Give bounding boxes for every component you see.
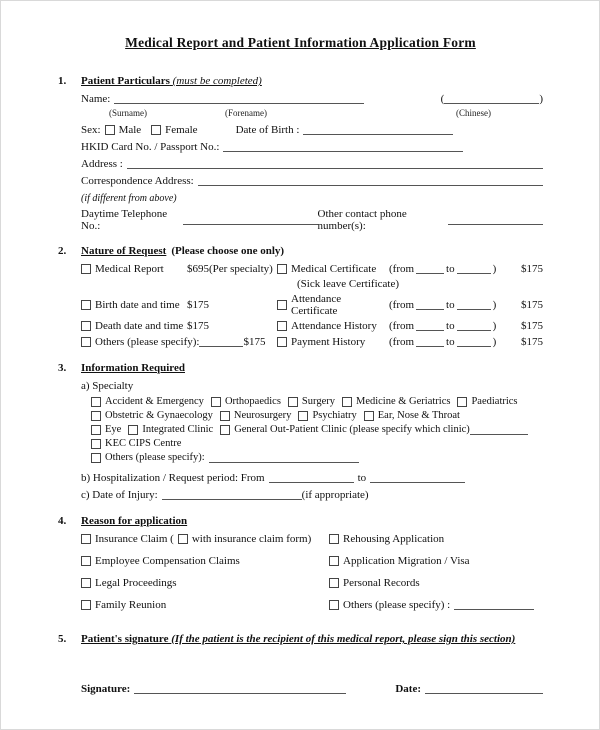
request-left-group bbox=[81, 299, 277, 311]
from-to-range bbox=[389, 263, 496, 275]
specialty-others-label: Others (please specify): bbox=[105, 452, 205, 463]
medical-report-price: $695(Per specialty) bbox=[187, 263, 273, 275]
section-number: 4. bbox=[58, 515, 67, 527]
medicine-geriatrics-label: Medicine & Geriatrics bbox=[355, 396, 451, 407]
reason-row bbox=[81, 554, 329, 568]
from-to-range bbox=[389, 299, 496, 311]
specialty-option bbox=[364, 410, 460, 421]
request-row bbox=[81, 293, 543, 317]
hkid-label: HKID Card No. / Passport No.: bbox=[81, 141, 220, 153]
kec-cips-centre-checkbox[interactable] bbox=[91, 439, 101, 449]
section-heading-row bbox=[58, 75, 543, 87]
form-title: Medical Report and Patient Information Application Form bbox=[125, 35, 476, 50]
legal-proceedings-label: Legal Proceedings bbox=[95, 577, 177, 589]
date-of-injury-row bbox=[81, 488, 543, 502]
legal-proceedings-checkbox[interactable] bbox=[81, 578, 91, 588]
signature-label: Signature: bbox=[81, 683, 131, 695]
attendance-history-from-field[interactable] bbox=[416, 321, 444, 331]
medical-report-label: Medical Report bbox=[95, 263, 164, 275]
daytime-phone-field[interactable] bbox=[183, 215, 318, 225]
birth-date-time-label: Birth date and time bbox=[95, 299, 180, 311]
request-others-label: Others (please specify): bbox=[95, 336, 200, 348]
date-of-injury-field[interactable] bbox=[162, 490, 302, 500]
request-others-checkbox[interactable] bbox=[81, 337, 91, 347]
specialty-option bbox=[91, 452, 359, 463]
medical-certificate-from-field[interactable] bbox=[416, 264, 444, 274]
section-heading bbox=[81, 633, 515, 645]
section-information-required bbox=[58, 362, 543, 502]
eye-label: Eye bbox=[105, 424, 122, 435]
male-checkbox[interactable] bbox=[105, 125, 115, 135]
specialty-others-checkbox[interactable] bbox=[91, 453, 101, 463]
from-to-range bbox=[389, 320, 496, 332]
request-row bbox=[81, 262, 543, 276]
medical-report-checkbox[interactable] bbox=[81, 264, 91, 274]
kec-cips-centre-label: KEC CIPS Centre bbox=[105, 438, 182, 449]
rehousing-application-checkbox[interactable] bbox=[329, 534, 339, 544]
section-patient-particulars bbox=[58, 75, 543, 232]
address-field[interactable] bbox=[127, 159, 543, 169]
obstetric-gynaecology-label: Obstetric & Gynaecology bbox=[105, 410, 213, 421]
address-label: Address : bbox=[81, 158, 123, 170]
section-heading-note: (Please choose one only) bbox=[171, 245, 285, 257]
orthopaedics-label: Orthopaedics bbox=[224, 396, 281, 407]
section-patient-signature bbox=[58, 633, 543, 695]
insurance-claim-checkbox[interactable] bbox=[81, 534, 91, 544]
reason-row bbox=[329, 576, 543, 590]
hkid-row bbox=[81, 140, 543, 154]
ear-nose-throat-label: Ear, Nose & Throat bbox=[377, 410, 460, 421]
integrated-clinic-label: Integrated Clinic bbox=[142, 424, 214, 435]
section-heading bbox=[81, 362, 185, 374]
section-heading bbox=[81, 75, 262, 87]
specialty-option bbox=[288, 396, 335, 407]
other-contact-label: Other contact phone number(s): bbox=[317, 208, 407, 232]
female-checkbox[interactable] bbox=[151, 125, 161, 135]
request-left-group bbox=[81, 336, 277, 348]
integrated-clinic-checkbox[interactable] bbox=[128, 425, 138, 435]
close-paren: ) bbox=[539, 93, 543, 105]
birth-date-time-price: $175 bbox=[187, 299, 209, 311]
section-heading-text: Patient's signature bbox=[81, 633, 169, 645]
name-field[interactable] bbox=[114, 94, 364, 104]
specialty-option bbox=[91, 438, 181, 449]
with-claim-form-checkbox[interactable] bbox=[178, 534, 188, 544]
accident-emergency-checkbox[interactable] bbox=[91, 397, 101, 407]
payment-history-checkbox[interactable] bbox=[277, 337, 287, 347]
request-row bbox=[81, 319, 543, 333]
specialty-option bbox=[91, 410, 213, 421]
medical-certificate-to-field[interactable] bbox=[457, 264, 491, 274]
attendance-certificate-from-field[interactable] bbox=[416, 300, 444, 310]
attendance-history-checkbox[interactable] bbox=[277, 321, 287, 331]
section-reason-for-application bbox=[58, 515, 543, 620]
date-of-injury-label: c) Date of Injury: bbox=[81, 489, 158, 501]
death-date-time-checkbox[interactable] bbox=[81, 321, 91, 331]
chinese-name-field[interactable] bbox=[444, 94, 539, 104]
reason-right-column bbox=[329, 532, 543, 620]
hospitalization-to-field[interactable] bbox=[370, 473, 465, 483]
name-label: Name: bbox=[81, 93, 111, 105]
family-reunion-checkbox[interactable] bbox=[81, 600, 91, 610]
to-label: to bbox=[446, 320, 455, 332]
reason-row bbox=[81, 576, 329, 590]
signature-row bbox=[81, 683, 543, 695]
to-label: to bbox=[446, 336, 455, 348]
specialty-row bbox=[81, 452, 543, 463]
reason-row bbox=[81, 598, 329, 612]
reason-columns bbox=[81, 532, 543, 620]
payment-history-label: Payment History bbox=[291, 336, 366, 348]
clinic-specify-field[interactable] bbox=[470, 425, 528, 435]
payment-history-from-field[interactable] bbox=[416, 337, 444, 347]
from-label: (from bbox=[389, 320, 415, 332]
reason-row bbox=[329, 532, 543, 546]
open-paren: ( bbox=[440, 93, 445, 105]
hkid-field[interactable] bbox=[223, 142, 463, 152]
to-label: to bbox=[446, 263, 455, 275]
application-migration-visa-label: Application Migration / Visa bbox=[343, 555, 470, 567]
name-sublabels-row bbox=[81, 108, 543, 118]
correspondence-address-label: Correspondence Address: bbox=[81, 175, 194, 187]
daytime-phone-label: Daytime Telephone No.: bbox=[81, 208, 168, 232]
surgery-label: Surgery bbox=[301, 396, 335, 407]
neurosurgery-label: Neurosurgery bbox=[233, 410, 292, 421]
correspondence-address-field[interactable] bbox=[198, 176, 543, 186]
section-heading-text: Reason for application bbox=[81, 515, 188, 527]
specialty-row bbox=[81, 424, 543, 435]
request-row bbox=[81, 335, 543, 349]
correspondence-note: (if different from above) bbox=[81, 192, 177, 204]
birth-date-time-checkbox[interactable] bbox=[81, 300, 91, 310]
death-date-time-label: Death date and time bbox=[95, 320, 184, 332]
request-left-group bbox=[81, 320, 277, 332]
medical-certificate-price: $175 bbox=[521, 263, 543, 275]
male-label: Male bbox=[118, 124, 142, 136]
phone-row bbox=[81, 208, 543, 232]
medicine-geriatrics-checkbox[interactable] bbox=[342, 397, 352, 407]
section-heading-note: (must be completed) bbox=[172, 75, 262, 87]
request-left-group bbox=[81, 263, 277, 275]
sex-dob-row bbox=[81, 123, 543, 137]
specialty-option bbox=[220, 424, 528, 435]
general-out-patient-clinic-checkbox[interactable] bbox=[220, 425, 230, 435]
other-contact-field[interactable] bbox=[448, 215, 543, 225]
surname-label: (Surname) bbox=[109, 108, 147, 118]
reason-others-field[interactable] bbox=[454, 600, 534, 610]
specialty-option bbox=[91, 424, 121, 435]
medical-certificate-label: Medical Certificate bbox=[291, 263, 377, 275]
specialty-option bbox=[342, 396, 450, 407]
rehousing-application-label: Rehousing Application bbox=[343, 533, 445, 545]
death-date-time-price: $175 bbox=[187, 320, 209, 332]
employee-compensation-checkbox[interactable] bbox=[81, 556, 91, 566]
section-number: 5. bbox=[58, 633, 67, 645]
specialty-label-row bbox=[81, 379, 543, 393]
general-out-patient-clinic-label: General Out-Patient Clinic (please specify which clinic) bbox=[234, 424, 470, 435]
from-label: (from bbox=[389, 336, 415, 348]
application-migration-visa-checkbox[interactable] bbox=[329, 556, 339, 566]
obstetric-gynaecology-checkbox[interactable] bbox=[91, 411, 101, 421]
specialty-row bbox=[81, 410, 543, 421]
specialty-option bbox=[457, 396, 517, 407]
request-others-price: $175 bbox=[243, 336, 266, 348]
close-paren: ) bbox=[492, 263, 497, 275]
female-label: Female bbox=[165, 124, 198, 136]
specialty-others-field[interactable] bbox=[209, 453, 359, 463]
correspondence-address-row bbox=[81, 174, 543, 188]
reason-others-label: Others (please specify) : bbox=[343, 599, 451, 611]
section-heading-note: (If the patient is the recipient of this medical report, please sign this section) bbox=[171, 633, 516, 645]
if-appropriate-note: (if appropriate) bbox=[301, 489, 369, 501]
forename-label: (Forename) bbox=[225, 108, 267, 118]
eye-checkbox[interactable] bbox=[91, 425, 101, 435]
section-body bbox=[58, 532, 543, 620]
reason-others-checkbox[interactable] bbox=[329, 600, 339, 610]
section-nature-of-request bbox=[58, 245, 543, 349]
dob-label: Date of Birth : bbox=[235, 124, 300, 136]
section-number: 2. bbox=[58, 245, 67, 257]
specialty-option bbox=[91, 396, 204, 407]
correspondence-note-row bbox=[81, 191, 543, 205]
address-row bbox=[81, 157, 543, 171]
reason-row bbox=[81, 532, 329, 546]
to-label: to bbox=[446, 299, 455, 311]
sick-leave-certificate-note: (Sick leave Certificate) bbox=[297, 278, 400, 290]
psychiatry-label: Psychiatry bbox=[312, 410, 357, 421]
dob-field[interactable] bbox=[303, 125, 453, 135]
section-number: 3. bbox=[58, 362, 67, 374]
hospitalization-row bbox=[81, 471, 543, 485]
to-label: to bbox=[357, 472, 367, 484]
family-reunion-label: Family Reunion bbox=[95, 599, 167, 611]
date-label: Date: bbox=[395, 683, 421, 695]
reason-left-column bbox=[81, 532, 329, 620]
hospitalization-label: b) Hospitalization / Request period: From bbox=[81, 472, 265, 484]
insurance-claim-label: Insurance Claim ( bbox=[95, 533, 174, 545]
paediatrics-label: Paediatrics bbox=[471, 396, 518, 407]
signature-field[interactable] bbox=[134, 684, 346, 694]
specialty-row bbox=[81, 396, 543, 407]
name-row bbox=[81, 92, 543, 106]
attendance-history-label: Attendance History bbox=[291, 320, 377, 332]
attendance-certificate-label: Attendance Certificate bbox=[291, 293, 342, 317]
medical-certificate-checkbox[interactable] bbox=[277, 264, 287, 274]
attendance-certificate-to-field[interactable] bbox=[457, 300, 491, 310]
section-body bbox=[58, 379, 543, 502]
hospitalization-from-field[interactable] bbox=[269, 473, 354, 483]
accident-emergency-label: Accident & Emergency bbox=[105, 396, 204, 407]
sex-label: Sex: bbox=[81, 124, 101, 136]
attendance-certificate-checkbox[interactable] bbox=[277, 300, 287, 310]
specialty-row bbox=[81, 438, 543, 449]
with-claim-form-label: with insurance claim form) bbox=[191, 533, 312, 545]
personal-records-checkbox[interactable] bbox=[329, 578, 339, 588]
payment-history-price: $175 bbox=[521, 336, 543, 348]
specialty-label: a) Specialty bbox=[81, 380, 134, 392]
section-body bbox=[58, 92, 543, 232]
close-paren: ) bbox=[492, 320, 497, 332]
section-heading-text: Patient Particulars bbox=[81, 75, 170, 87]
paediatrics-checkbox[interactable] bbox=[457, 397, 467, 407]
close-paren: ) bbox=[492, 336, 497, 348]
attendance-history-price: $175 bbox=[521, 320, 543, 332]
personal-records-label: Personal Records bbox=[343, 577, 420, 589]
section-heading-text: Nature of Request bbox=[81, 245, 167, 257]
specialty-option bbox=[298, 410, 356, 421]
surgery-checkbox[interactable] bbox=[288, 397, 298, 407]
section-heading-text: Information Required bbox=[81, 362, 185, 374]
section-heading-row bbox=[58, 515, 543, 527]
chinese-label: (Chinese) bbox=[456, 108, 491, 118]
request-others-field[interactable] bbox=[199, 337, 243, 347]
specialty-option bbox=[128, 424, 213, 435]
section-heading-row bbox=[58, 362, 543, 374]
psychiatry-checkbox[interactable] bbox=[298, 411, 308, 421]
from-label: (from bbox=[389, 263, 415, 275]
reason-row bbox=[329, 554, 543, 568]
from-to-range bbox=[389, 336, 496, 348]
attendance-certificate-price: $175 bbox=[521, 299, 543, 311]
payment-history-to-field[interactable] bbox=[457, 337, 491, 347]
specialty-option bbox=[220, 410, 292, 421]
section-heading-row bbox=[58, 245, 543, 257]
section-heading bbox=[81, 515, 187, 527]
attendance-history-to-field[interactable] bbox=[457, 321, 491, 331]
section-body bbox=[58, 262, 543, 349]
from-label: (from bbox=[389, 299, 415, 311]
neurosurgery-checkbox[interactable] bbox=[220, 411, 230, 421]
signature-date-field[interactable] bbox=[425, 684, 543, 694]
section-body bbox=[58, 683, 543, 695]
specialty-option bbox=[211, 396, 281, 407]
ear-nose-throat-checkbox[interactable] bbox=[364, 411, 374, 421]
employee-compensation-label: Employee Compensation Claims bbox=[95, 555, 240, 567]
orthopaedics-checkbox[interactable] bbox=[211, 397, 221, 407]
section-number: 1. bbox=[58, 75, 67, 87]
close-paren: ) bbox=[492, 299, 497, 311]
reason-row bbox=[329, 598, 543, 612]
section-heading bbox=[81, 245, 166, 257]
section-heading-row bbox=[58, 633, 543, 645]
